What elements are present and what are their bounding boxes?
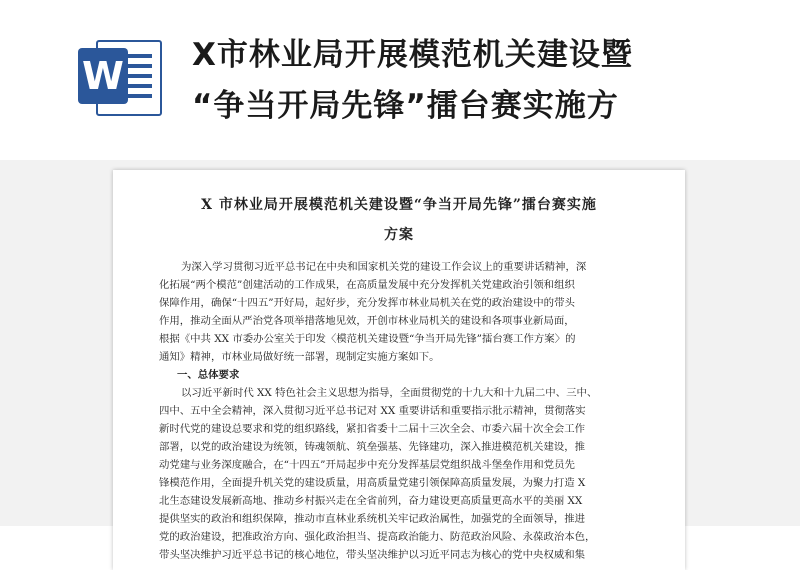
text-line: 动党建与业务深度融合，在“十四五”开局起步中充分发挥基层党组织战斗堡垒作用和党员先 [159, 459, 575, 471]
text-line: 四中、五中全会精神，深入贯彻习近平总书记对 XX 重要讲话和重要指示批示精神，贯彻落实 [159, 405, 586, 417]
document-title [153, 190, 645, 250]
text-line: 根据《中共 XX 市委办公室关于印发〈模范机关建设暨“争当开局先锋”擂台赛工作方案〉的 [159, 333, 576, 345]
text-line: 化拓展“两个模范”创建活动的工作成果，在高质量发展中充分发挥机关党建政治引领和组织 [159, 279, 575, 291]
document-body [159, 258, 643, 564]
document-page [113, 170, 685, 570]
text-line: 提供坚实的政治和组织保障，推动市直林业系统机关牢记政治属性，加强党的全面领导，推进 [159, 513, 586, 525]
text-line: 为深入学习贯彻习近平总书记在中央和国家机关党的建设工作会议上的重要讲话精神，深 [181, 261, 587, 273]
text-line: 锋模范作用，全面提升机关党的建设质量，用高质量党建引领保障高质量发展，为聚力打造 X [159, 477, 586, 489]
paragraph-intro [159, 258, 643, 366]
word-letter-badge: W [78, 48, 128, 104]
header-banner [0, 0, 800, 160]
text-line: 作用，推动全面从严治党各项举措落地见效，开创市林业局机关的建设和各项事业新局面， [159, 315, 575, 327]
text-line: 通知》精神，市林业局做好统一部署，现制定实施方案如下。 [159, 351, 440, 363]
text-line: 部署，以党的政治建设为统领，铸魂领航、筑垒强基、先锋建功，深入推进模范机关建设，推 [159, 441, 586, 453]
paragraph-general-requirements [159, 384, 643, 564]
page-title [192, 30, 782, 132]
text-line: 北生态建设发展新高地、推动乡村振兴走在全省前列，奋力建设更高质量更高水平的美丽 XX [159, 495, 583, 507]
text-line: 带头坚决维护习近平总书记的核心地位，带头坚决维护以习近平同志为核心的党中央权威和集 [159, 549, 586, 561]
section-heading: 一、总体要求 [177, 369, 240, 381]
text-line: 新时代党的建设总要求和党的组织路线，紧扣省委十二届十三次全会、市委六届十次全会工作 [159, 423, 586, 435]
text-line: 以习近平新时代 XX 特色社会主义思想为指导，全面贯彻党的十九大和十九届二中、三中、 [181, 387, 598, 399]
document-preview-area [0, 160, 800, 561]
document-title-line-2: 方案 [384, 227, 414, 243]
text-line: 保障作用，确保“十四五”开好局，起好步，充分发挥市林业局机关在党的政治建设中的带头 [159, 297, 575, 309]
text-line: 党的政治建设，把准政治方向、强化政治担当、提高政治能力、防范政治风险、永葆政治本色， [159, 531, 596, 543]
page-title-line-1: X市林业局开展模范机关建设暨 [192, 37, 633, 73]
page-title-line-2: “争当开局先锋”擂台赛实施方 [192, 88, 619, 124]
document-title-line-1: X 市林业局开展模范机关建设暨“争当开局先锋”擂台赛实施 [201, 197, 597, 213]
word-document-icon [74, 34, 164, 118]
